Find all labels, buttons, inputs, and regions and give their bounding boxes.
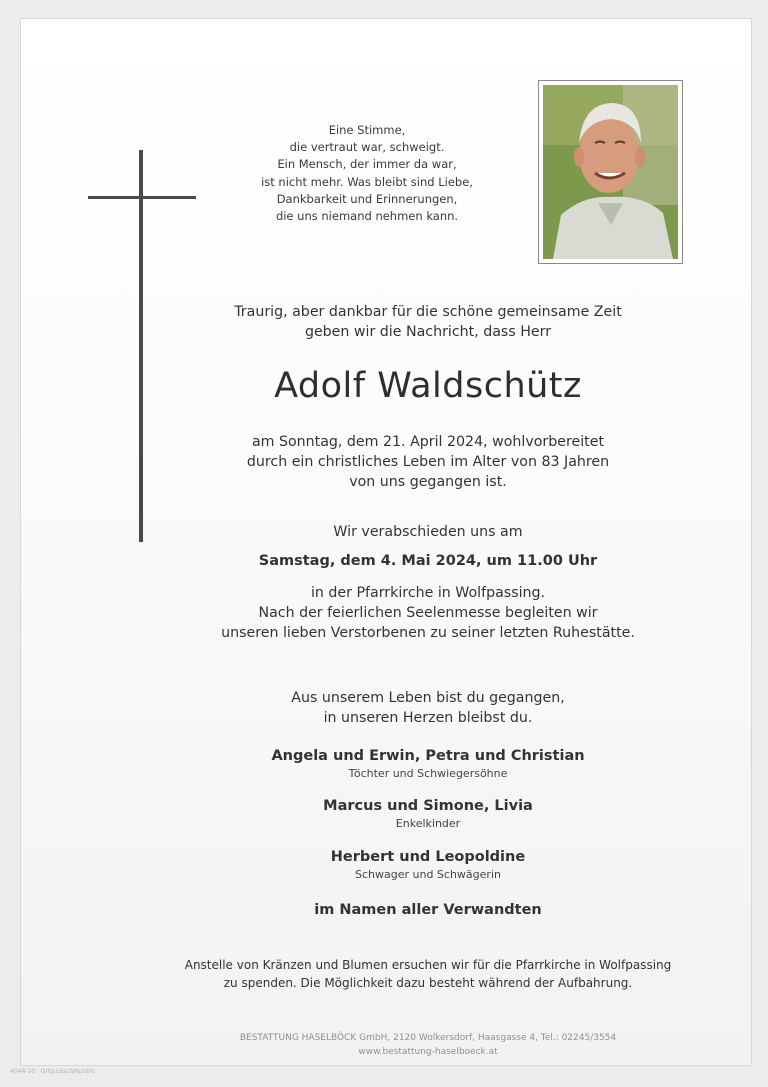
intro-line: geben wir die Nachricht, dass Herr xyxy=(304,324,552,340)
closing-verse xyxy=(150,688,706,728)
donation-note-line: Anstelle von Kränzen und Blumen ersuchen wir für die Pfarrkirche in Wolfpassing xyxy=(184,958,672,972)
mourner-names: Angela und Erwin, Petra und Christian xyxy=(271,748,585,764)
death-line: am Sonntag, dem 21. April 2024, wohlvorbereitet xyxy=(251,434,605,450)
verse-line: Eine Stimme, xyxy=(328,123,406,137)
intro-line: Traurig, aber dankbar für die schöne gemeinsame Zeit xyxy=(234,304,622,320)
mourner-group xyxy=(150,748,706,780)
donation-note-line: zu spenden. Die Möglichkeit dazu besteht während der Aufbahrung. xyxy=(223,976,633,990)
verse-line: ist nicht mehr. Was bleibt sind Liebe, xyxy=(261,174,473,189)
farewell-detail-line: Nach der feierlichen Seelenmesse begleiten wir xyxy=(258,605,598,621)
death-line: von uns gegangen ist. xyxy=(349,474,507,490)
cross-horizontal-bar xyxy=(88,196,196,199)
mourner-group xyxy=(150,798,706,830)
deceased-name: Adolf Waldschütz xyxy=(274,366,582,406)
opening-verse xyxy=(232,122,502,225)
death-notice xyxy=(150,432,706,492)
death-line: durch ein christliches Leben im Alter von 83 Jahren xyxy=(246,454,610,470)
farewell-heading: Wir verabschieden uns am xyxy=(333,524,523,540)
mourner-relation: Schwager und Schwägerin xyxy=(355,868,501,881)
mourner-relation: Töchter und Schwiegersöhne xyxy=(348,767,508,780)
cross-vertical-bar xyxy=(139,150,143,542)
portrait-frame xyxy=(538,80,683,264)
verse-line: die uns niemand nehmen kann. xyxy=(275,209,459,224)
imprint-website: www.bestattung-haselboeck.at xyxy=(358,1047,498,1057)
portrait-illustration xyxy=(543,85,678,259)
verse-line: Dankbarkeit und Erinnerungen, xyxy=(276,191,458,206)
closing-verse-line: Aus unserem Leben bist du gegangen, xyxy=(291,690,565,706)
intro-text xyxy=(150,302,706,342)
mourner-names: Herbert und Leopoldine xyxy=(330,849,526,865)
mourner-group xyxy=(150,849,706,881)
mourner-relation: Enkelkinder xyxy=(395,817,461,830)
verse-line: Ein Mensch, der immer da war, xyxy=(277,157,457,172)
farewell-detail-line: unseren lieben Verstorbenen zu seiner letzten Ruhestätte. xyxy=(221,625,635,641)
portrait-photo xyxy=(543,85,678,259)
all-relatives: im Namen aller Verwandten xyxy=(314,902,542,918)
verse-line: die vertraut war, schweigt. xyxy=(289,140,445,155)
funeral-home-imprint xyxy=(150,1031,706,1059)
donation-note xyxy=(130,956,726,992)
farewell-details xyxy=(150,583,706,643)
farewell-detail-line: in der Pfarrkirche in Wolfpassing. xyxy=(310,585,546,601)
mourner-names: Marcus und Simone, Livia xyxy=(323,798,533,814)
closing-verse-line: in unseren Herzen bleibst du. xyxy=(323,710,533,726)
print-code: 4044-10 · Ortg.Lösch/Kontro xyxy=(10,1068,95,1075)
farewell-date: Samstag, dem 4. Mai 2024, um 11.00 Uhr xyxy=(258,553,598,569)
imprint-address: BESTATTUNG HASELBÖCK GmbH, 2120 Wolkersdorf, Haasgasse 4, Tel.: 02245/3554 xyxy=(239,1033,617,1043)
